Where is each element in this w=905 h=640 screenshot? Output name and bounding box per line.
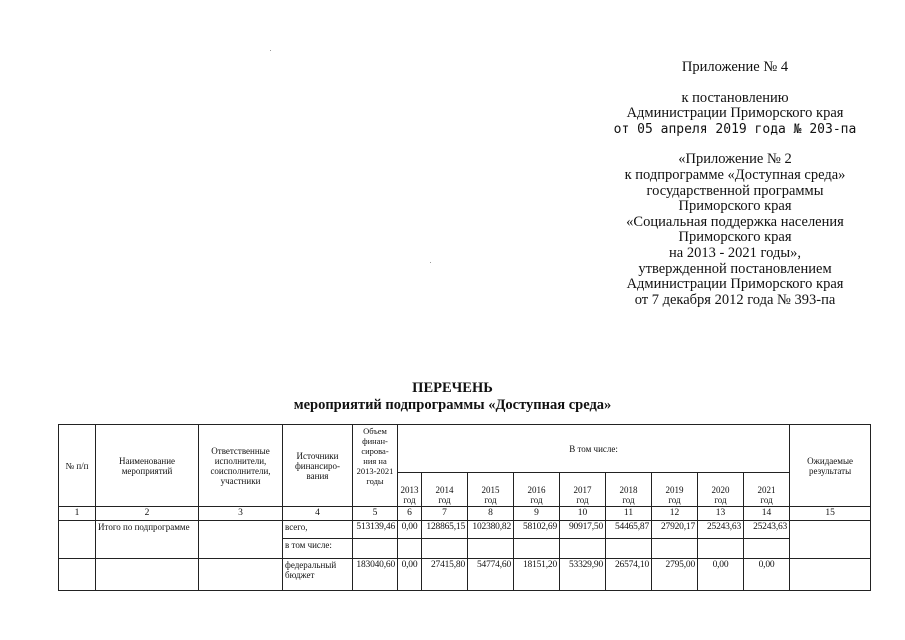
resolution-date: от 05 апреля 2019 года № 203-па: [613, 121, 857, 137]
to-resolution: к постановлению: [681, 89, 789, 106]
federal-value-2013: 0,00: [398, 559, 422, 591]
year-2017-header: 2017 год: [560, 473, 606, 507]
federal-source: федеральный бюджет: [283, 559, 353, 591]
total-source-all: всего,: [283, 521, 353, 539]
federal-value-2014: 27415,80: [422, 559, 468, 591]
scan-speck: [430, 262, 431, 263]
year-2019-header: 2019 год: [652, 473, 698, 507]
total-value-2019: 27920,17: [652, 521, 698, 539]
total-source-incl: в том числе:: [283, 539, 353, 559]
col-no-header: № п/п: [59, 425, 96, 507]
federal-row: [59, 559, 871, 591]
scan-speck: [270, 50, 271, 51]
year-2013-header: 2013 год: [398, 473, 422, 507]
title-line-1: ПЕРЕЧЕНЬ: [412, 380, 493, 396]
primorsky: Приморского края: [678, 198, 792, 215]
year-2021-header: 2021 год: [744, 473, 790, 507]
state-program: государственной программы: [646, 182, 824, 199]
year-2018-header: 2018 год: [606, 473, 652, 507]
year-2020-header: 2020 год: [698, 473, 744, 507]
col-number: 12: [652, 507, 698, 521]
program-years: на 2013 - 2021 годы»,: [669, 244, 801, 261]
to-subprogram: к подпрограмме «Доступная среда»: [624, 166, 846, 183]
header-row: [59, 425, 871, 473]
col-volume-header: Объем финан-сирова-ния на 2013-2021 годы: [353, 425, 398, 507]
col-number: 8: [468, 507, 514, 521]
total-value-2013: 0,00: [398, 521, 422, 539]
federal-value-2017: 53329,90: [560, 559, 606, 591]
col-number: 1: [59, 507, 96, 521]
primorsky-2: Приморского края: [678, 229, 792, 246]
header-block: [560, 60, 905, 308]
year-2014-header: 2014 год: [422, 473, 468, 507]
total-value-2021: 25243,63: [744, 521, 790, 539]
col-sources-header: Источники финансиро-вания: [283, 425, 353, 507]
total-value-volume: 513139,46: [353, 521, 398, 539]
col-number: 15: [790, 507, 871, 521]
federal-no-cell: [59, 559, 96, 591]
total-value-2020: 25243,63: [698, 521, 744, 539]
federal-executors-cell: [199, 559, 283, 591]
year-2016-header: 2016 год: [514, 473, 560, 507]
col-number: 14: [744, 507, 790, 521]
federal-value-2021: 0,00: [744, 559, 790, 591]
federal-value-2019: 2795,00: [652, 559, 698, 591]
measures-table: [58, 424, 871, 591]
federal-name-cell: [96, 559, 199, 591]
col-number: 7: [422, 507, 468, 521]
appendix-2: «Приложение № 2: [678, 151, 792, 168]
column-numbers-row: [59, 507, 871, 521]
total-row: [59, 521, 871, 539]
original-date: от 7 декабря 2012 года № 393-па: [634, 291, 836, 308]
title-line-2: мероприятий подпрограммы «Доступная среда»: [293, 397, 612, 413]
col-executors-header: Ответственные исполнители, соисполнители, участники: [199, 425, 283, 507]
col-name-header: Наименование мероприятий: [96, 425, 199, 507]
federal-value-2020: 0,00: [698, 559, 744, 591]
col-number: 10: [560, 507, 606, 521]
col-number: 11: [606, 507, 652, 521]
federal-expected-cell: [790, 559, 871, 591]
col-number: 9: [514, 507, 560, 521]
col-number: 13: [698, 507, 744, 521]
col-number: 4: [283, 507, 353, 521]
total-name-cell: Итого по подпрограмме: [96, 521, 199, 559]
total-expected-cell: [790, 521, 871, 559]
federal-value-2015: 54774,60: [468, 559, 514, 591]
total-value-2017: 90917,50: [560, 521, 606, 539]
total-value-2014: 128865,15: [422, 521, 468, 539]
federal-value-2018: 26574,10: [606, 559, 652, 591]
social-support: «Социальная поддержка населения: [626, 213, 844, 230]
col-including-header: В том числе:: [398, 425, 790, 473]
col-number: 2: [96, 507, 199, 521]
total-value-2015: 102380,82: [468, 521, 514, 539]
administration-2: Администрации Приморского края: [626, 276, 844, 293]
page-title: [0, 380, 905, 414]
col-number: 3: [199, 507, 283, 521]
total-executors-cell: [199, 521, 283, 559]
col-expected-header: Ожидаемые результаты: [790, 425, 871, 507]
federal-value-2016: 18151,20: [514, 559, 560, 591]
administration: Администрации Приморского края: [626, 105, 844, 122]
total-no-cell: [59, 521, 96, 559]
appendix-4: Приложение № 4: [681, 59, 789, 75]
col-number: 6: [398, 507, 422, 521]
approved: утвержденной постановлением: [638, 260, 832, 277]
federal-value-volume: 183040,60: [353, 559, 398, 591]
total-value-2018: 54465,87: [606, 521, 652, 539]
year-2015-header: 2015 год: [468, 473, 514, 507]
col-number: 5: [353, 507, 398, 521]
total-value-2016: 58102,69: [514, 521, 560, 539]
